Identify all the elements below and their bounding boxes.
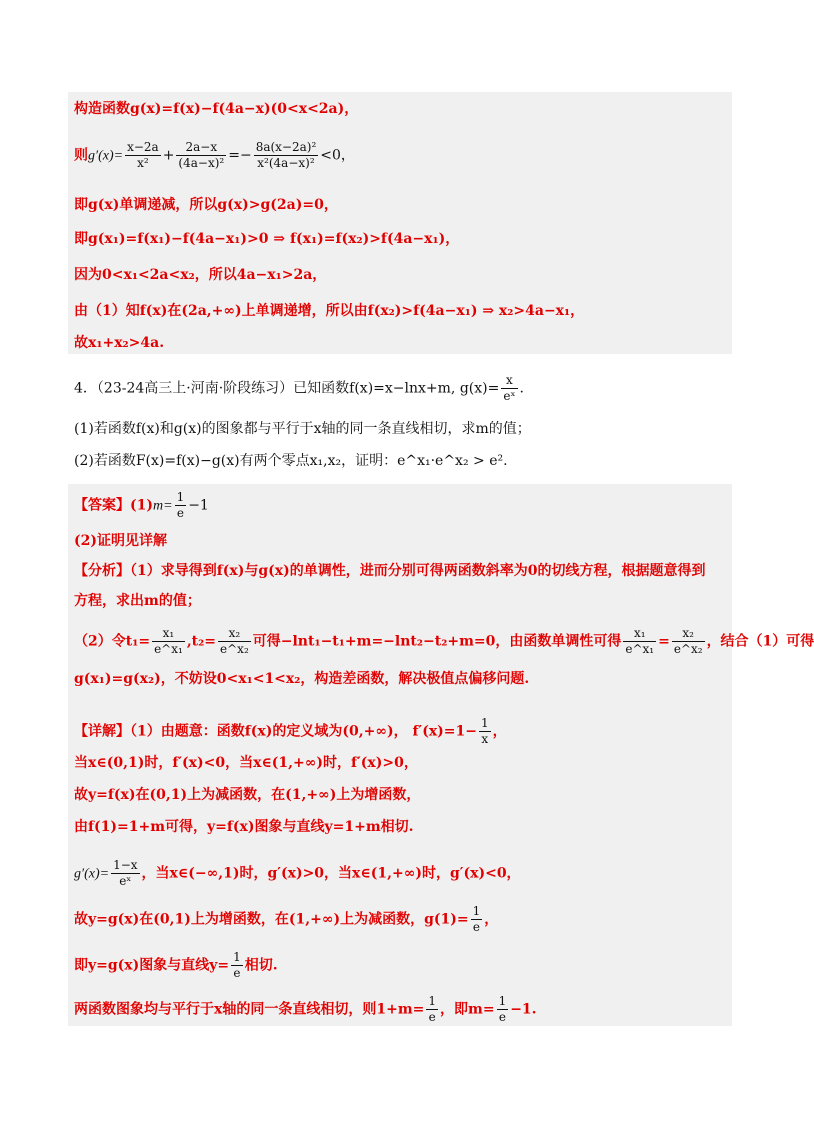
- analysis-line-3: （2）令t₁= $\frac{\text{x₁}}{\text{e\textasciicircum{}x₁}}$ ,t₂= $\frac{\text{x₂}}{\text{e\textasciicircum{}x₂}}$ 可得−lnt₁−t₁+m=−lnt₂−t₂+m=0，由函数单调性可得 $\frac{\text{x₁}}{\text{e\textasciicircum{}x₁}}$ = $\frac{\text{x₂}}{\text{e\textasciicircum{}x₂}}$ ，结合（1）可得: [74, 626, 814, 656]
- monotone-increasing-line: 由（1）知f(x)在(2a,+∞)上单调递增，所以由f(x₂)>f(4a−x₁) ⇒ x₂>4a−x₁，: [74, 303, 585, 319]
- detail-line-8: 两函数图象均与平行于x轴的同一条直线相切，则1+m= $\frac{1}{e}$ ，即m= $\frac{1}{e}$ −1.: [74, 994, 537, 1024]
- detail-line-7: 即y=g(x)图象与直线y= $\frac{1}{e}$ 相切.: [74, 950, 278, 980]
- range-line: 因为0<x₁<2a<x₂，所以4a−x₁>2a，: [74, 267, 327, 283]
- detail-line-5: g′(x)= $\frac{1-x}{\text{eˣ}}$ ，当x∈(−∞,1)时，g′(x)>0，当x∈(1,+∞)时，g′(x)<0，: [74, 858, 521, 888]
- monotone-decreasing-line: 即g(x)单调递减，所以g(x)>g(2a)=0，: [74, 197, 338, 213]
- detail-line-2: 当x∈(0,1)时，f′(x)<0，当x∈(1,+∞)时，f′(x)>0，: [74, 755, 418, 771]
- inequality-chain-line: 即g(x₁)=f(x₁)−f(4a−x₁)>0 ⇒ f(x₁)=f(x₂)>f(4a−x₁)，: [74, 231, 460, 247]
- detail-line-4: 由f(1)=1+m可得，y=f(x)图象与直线y=1+m相切.: [74, 819, 414, 835]
- problem-4-part-1: (1)若函数f(x)和g(x)的图象都与平行于x轴的同一条直线相切，求m的值；: [74, 421, 531, 437]
- answer-part-1: 【答案】(1)m= $\frac{1}{e}$ −1: [74, 490, 209, 520]
- analysis-line-2: 方程，求出m的值；: [74, 593, 201, 609]
- problem-4-stem: 4．（23-24高三上·河南·阶段练习）已知函数f(x)=x−lnx+m, g(x)= $\frac{x}{\text{eˣ}}$ .: [74, 373, 524, 403]
- derivative-line: 则g′(x)= $\frac{x-2a}{\text{x²}}$ + $\frac{2a-x}{\text{(4a−x)²}}$ =− $\frac{\text{8a(x−2a)²}}{\text{x²(4a−x)²}}$ <0，: [74, 140, 355, 170]
- detail-line-3: 故y=f(x)在(0,1)上为减函数，在(1,+∞)上为增函数，: [74, 787, 421, 803]
- problem-4-part-2: (2)若函数F(x)=f(x)−g(x)有两个零点x₁,x₂，证明：e^x₁·e^x₂ > e².: [74, 453, 508, 469]
- analysis-line-1: 【分析】（1）求导得到f(x)与g(x)的单调性，进而分别可得两函数斜率为0的切线方程，根据题意得到: [74, 563, 706, 579]
- answer-part-2: (2)证明见详解: [74, 533, 167, 549]
- construct-function-line: 构造函数g(x)=f(x)−f(4a−x)(0<x<2a)，: [74, 101, 359, 117]
- analysis-line-4: g(x₁)=g(x₂)，不妨设0<x₁<1<x₂，构造差函数，解决极值点偏移问题.: [74, 671, 530, 687]
- detail-line-6: 故y=g(x)在(0,1)上为增函数，在(1,+∞)上为减函数，g(1)= $\frac{1}{e}$ ，: [74, 904, 499, 934]
- detail-line-1: 【详解】（1）由题意：函数f(x)的定义域为(0,+∞)， f′(x)=1− $\frac{1}{x}$ ，: [74, 716, 507, 746]
- conclusion-line: 故x₁+x₂>4a.: [74, 335, 165, 351]
